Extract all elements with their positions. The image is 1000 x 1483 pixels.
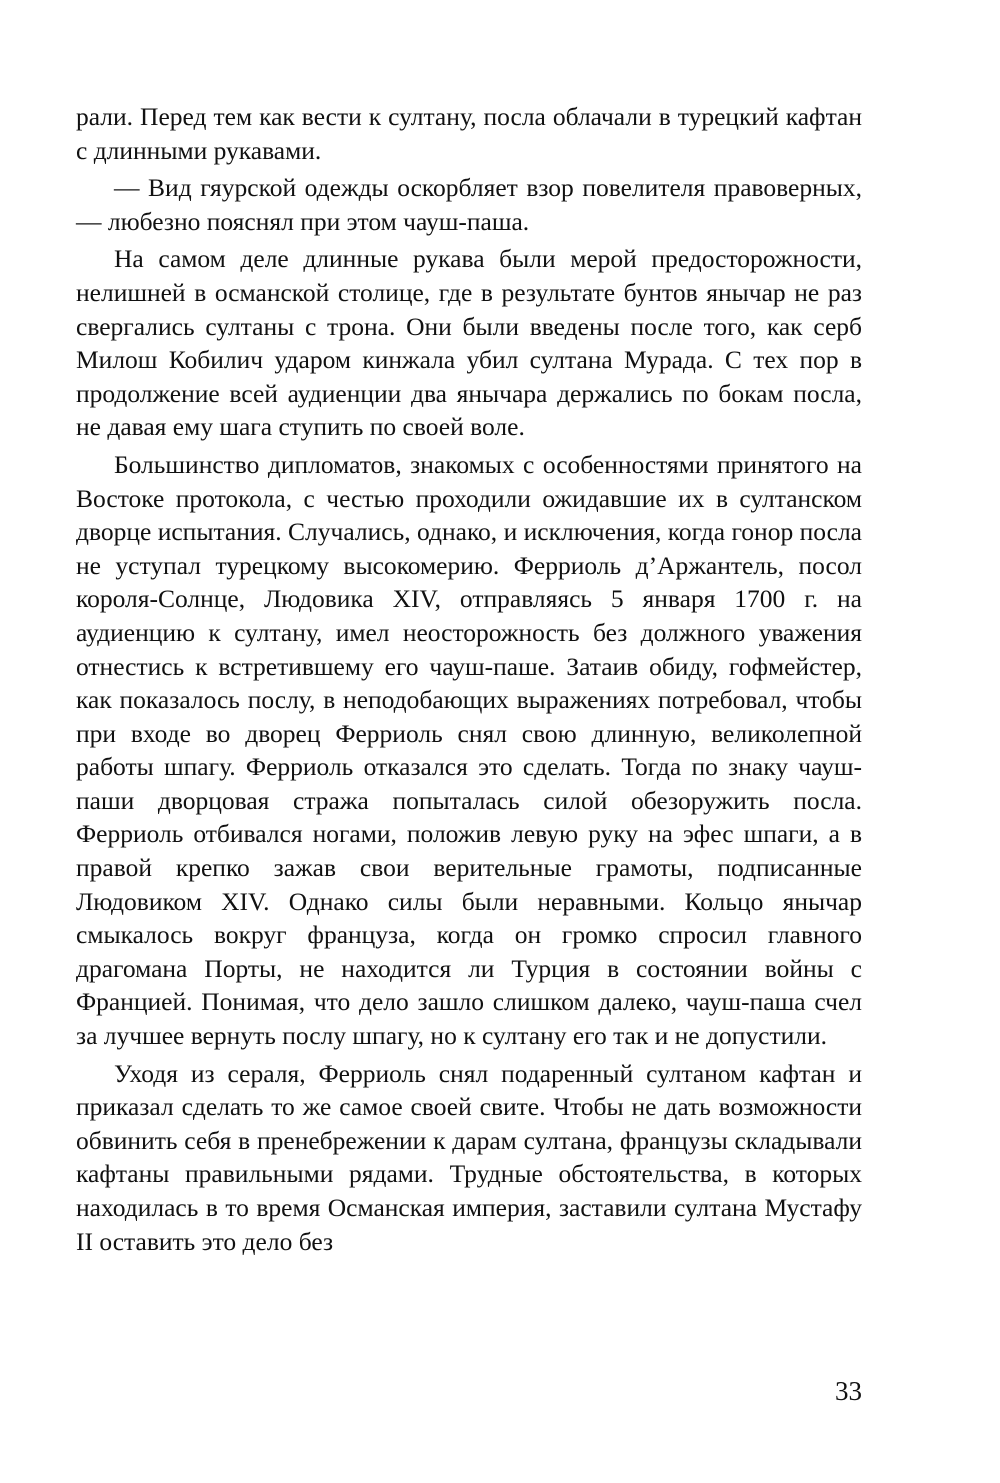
paragraph-2: — Вид гяурской одежды оскорбляет взор повелителя правоверных, — любезно пояснял при этом чауш-паша. xyxy=(76,173,862,236)
paragraph-3: На самом деле длинные рукава были мерой предосторожности, нелишней в османской столице, где в результате бунтов янычар не раз свергались султаны с трона. Они были введены после того, как серб Милош Кобилич ударом кинжала убил султана Мурада. С тех пор в продолжение всей аудиенции два янычара держались по бокам посла, не давая ему шага ступить по своей воле. xyxy=(76,244,862,442)
paragraph-5: Уходя из сераля, Ферриоль снял подаренный султаном кафтан и приказал сделать то же самое своей свите. Чтобы не дать возможности обвинить себя в пренебрежении к дарам султана, французы складывали кафтаны правильными рядами. Трудные обстоятельства, в которых находилась в то время Османская империя, заставили султана Мустафу II оставить это дело без xyxy=(76,1058,862,1256)
page-body xyxy=(76,100,862,1258)
page-number: 33 xyxy=(835,1376,862,1406)
paragraph-1: рали. Перед тем как вести к султану, посла облачали в турецкий кафтан с длинными рукавами. xyxy=(76,102,862,165)
paragraph-4: Большинство дипломатов, знакомых с особенностями принятого на Востоке протокола, с честью проходили ожидавшие их в султанском дворце испытания. Случались, однако, и исключения, когда гонор посла не уступал турецкому высокомерию. Ферриоль д’Аржантель, посол короля-Солнце, Людовика XIV, отправляясь 5 января 1700 г. на аудиенцию к султану, имел неосторожность без должного уважения отнестись к встретившему его чауш-паше. Затаив обиду, гофмейстер, как показалось послу, в неподобающих выражениях потребовал, чтобы при входе во дворец Ферриоль снял свою длинную, великолепной работы шпагу. Ферриоль отказался это сделать. Тогда по знаку чауш-паши дворцовая стража попыталась силой обезоружить посла. Ферриоль отбивался ногами, положив левую руку на эфес шпаги, а в правой крепко зажав свои верительные грамоты, подписанные Людовиком XIV. Однако силы были неравными. Кольцо янычар смыкалось вокруг француза, когда он громко спросил главного драгомана Порты, не находится ли Турция в состоянии войны с Францией. Понимая, что дело зашло слишком далеко, чауш-паша счел за лучшее вернуть послу шпагу, но к султану его так и не допустили. xyxy=(76,449,862,1051)
